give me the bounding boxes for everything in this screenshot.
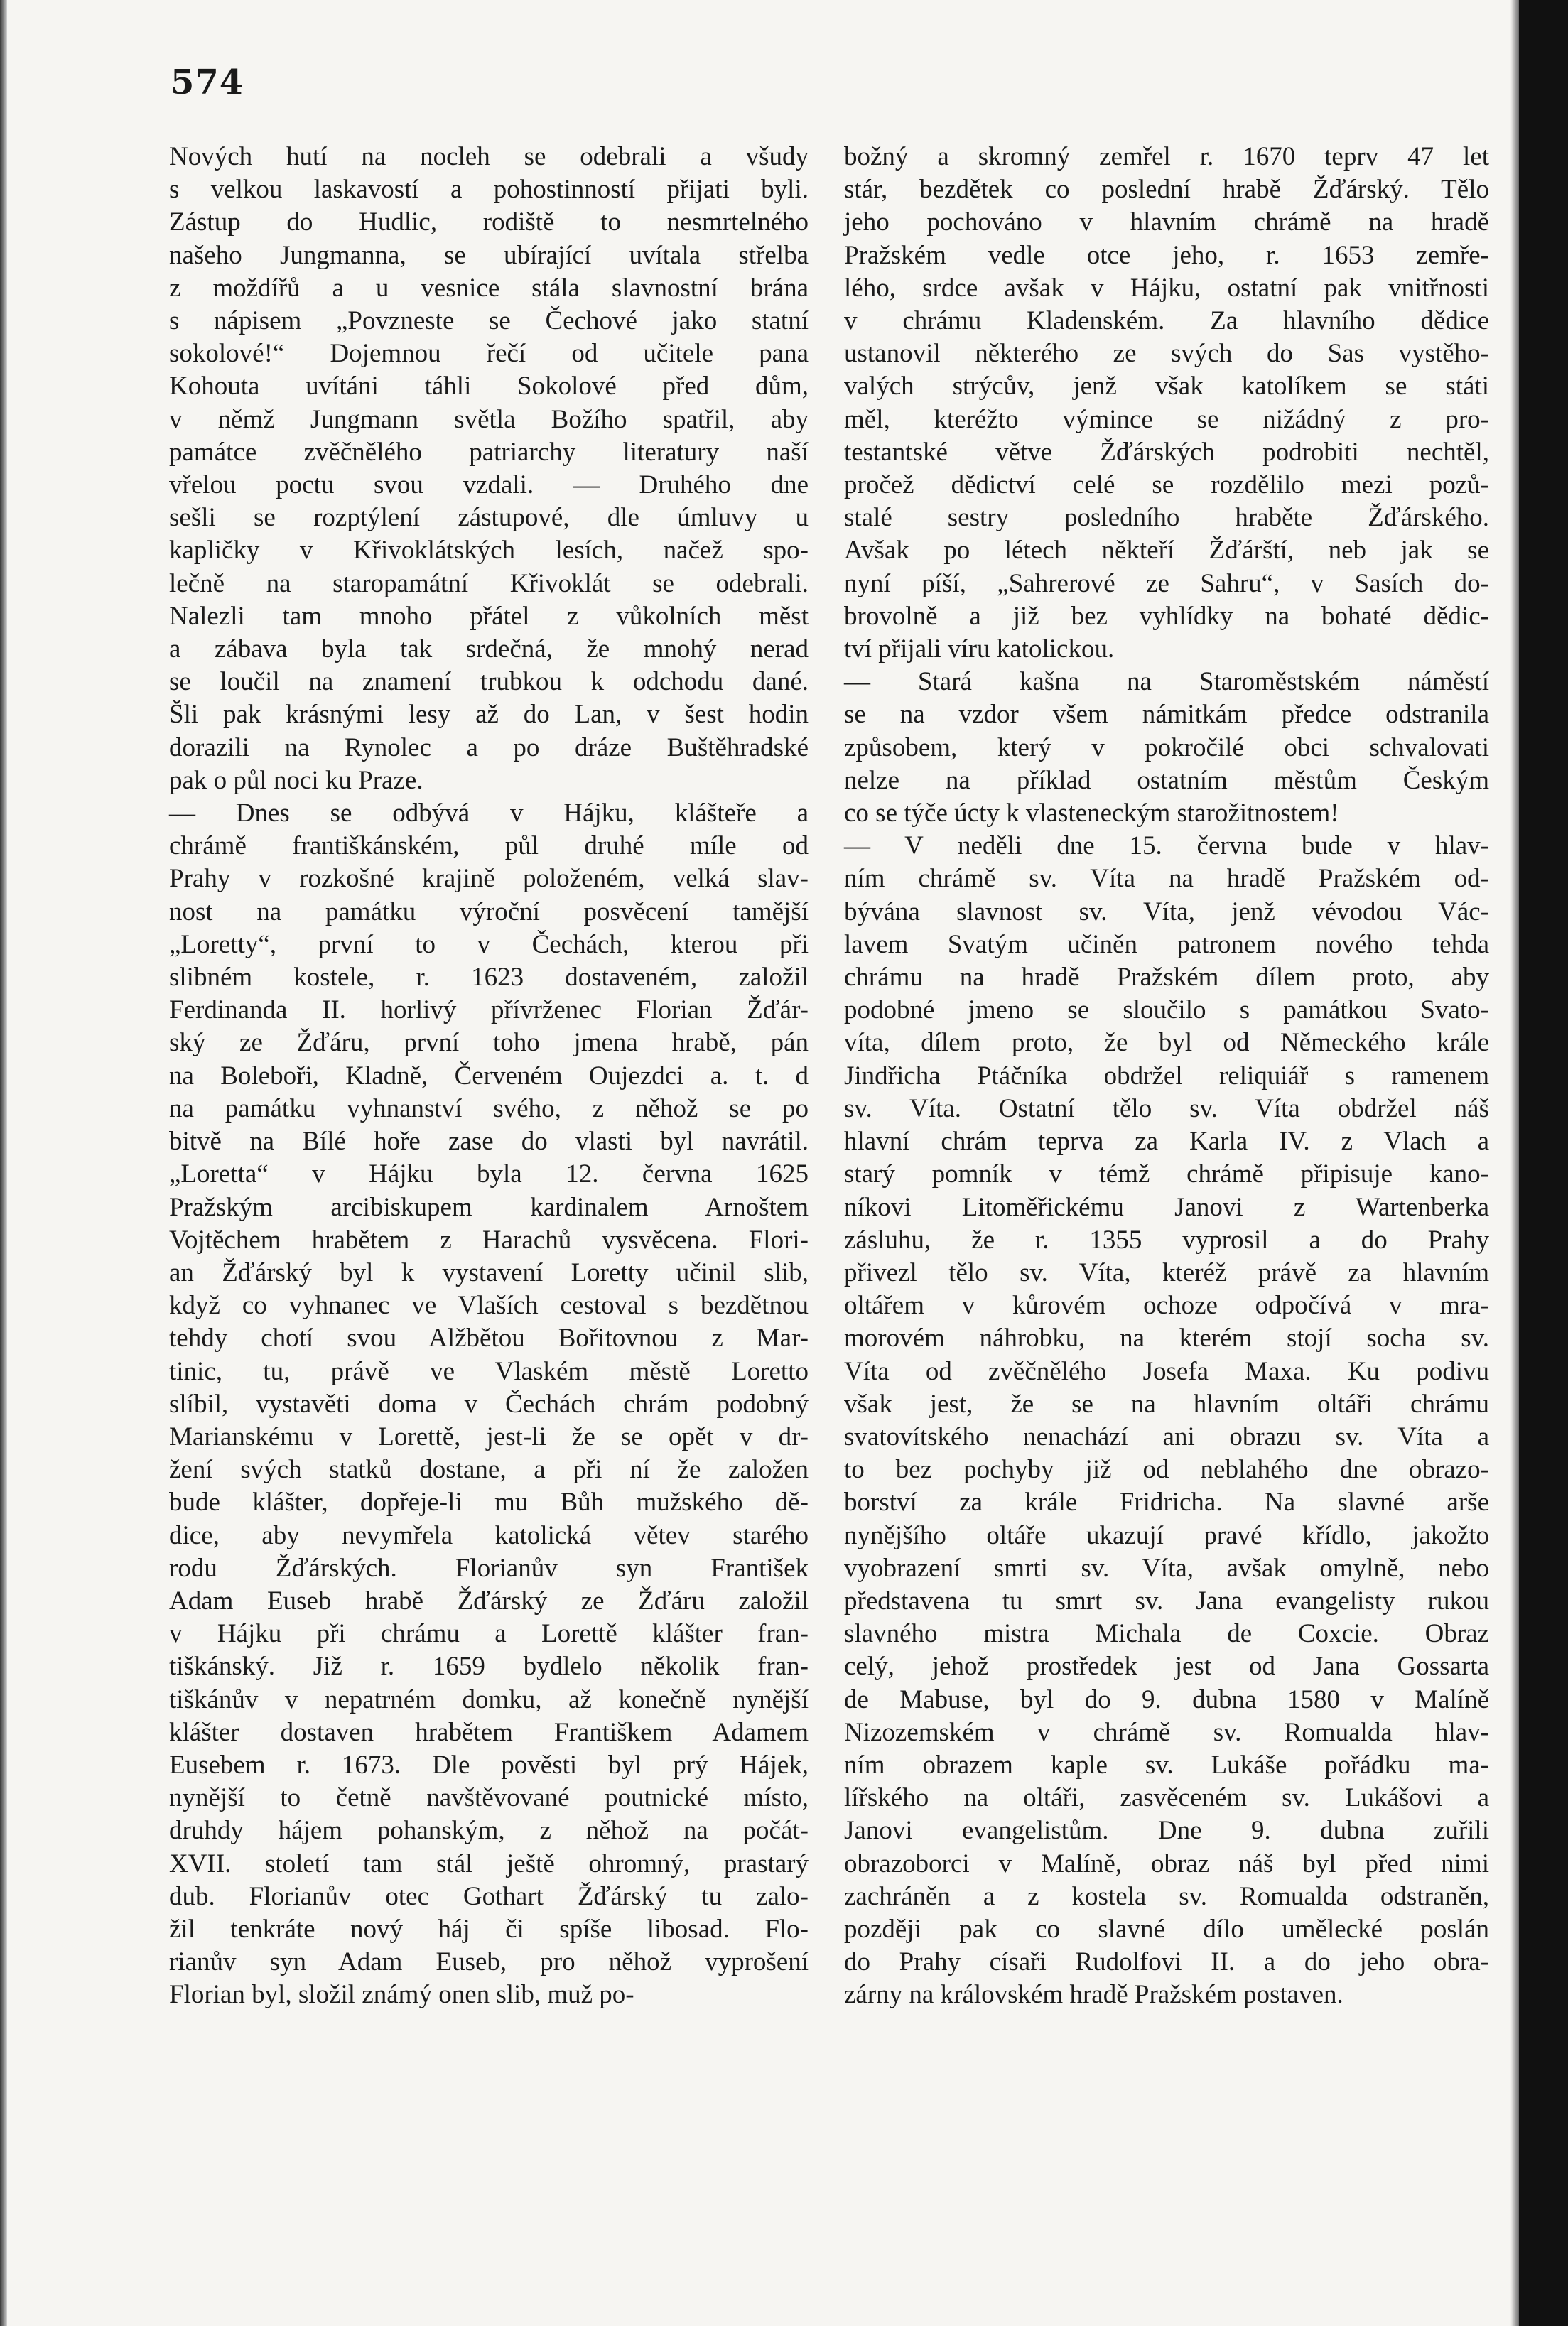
- left-column-text-line: „Loretta“ v Hájku byla 12. června 1625: [169, 1159, 809, 1189]
- left-column-text-line: Eusebem r. 1673. Dle pověsti byl prý Hájek,: [169, 1750, 809, 1780]
- right-column-text-line: nynějšího oltáře ukazují pravé křídlo, jakožto: [844, 1520, 1489, 1550]
- left-column-text-line: sešli se rozptýlení zástupové, dle úmluvy u: [169, 503, 809, 533]
- right-column-text-line: Jindřicha Ptáčníka obdržel reliquiář s ramenem: [844, 1061, 1489, 1091]
- left-column-text-line: chrámě františkánském, půl druhé míle od: [169, 831, 809, 861]
- left-column-text-line: památce zvěčnělého patriarchy literatury naší: [169, 437, 809, 467]
- left-column-text-line: Florian byl, složil známý onen slib, muž po-: [169, 1980, 634, 2010]
- right-column-text-line: do Prahy císaři Rudolfovi II. a do jeho obra-: [844, 1947, 1489, 1977]
- right-column-text-line: přivezl tělo sv. Víta, kteréž právě za hlavním: [844, 1257, 1489, 1287]
- right-column-text-line: obrazoborci v Malíně, obraz náš byl před nimi: [844, 1849, 1489, 1878]
- right-column-text-line: testantské větve Žďárských podrobiti nechtěl,: [844, 437, 1489, 467]
- right-column-text-line: Avšak po létech někteří Žďárští, neb jak se: [844, 536, 1489, 566]
- right-column-text-line: se na vzdor všem námitkám předce odstranila: [844, 700, 1489, 730]
- left-column-text-line: kapličky v Křivoklátských lesích, načež spo-: [169, 536, 809, 566]
- left-column-text-line: Prahy v rozkošné krajině položeném, velká slav-: [169, 864, 809, 894]
- right-column-text-line: jeho pochováno v hlavním chrámě na hradě: [844, 207, 1489, 237]
- left-column-text-line: Šli pak krásnými lesy až do Lan, v šest hodin: [169, 700, 809, 730]
- left-column-text-line: Nových hutí na nocleh se odebrali a všudy: [169, 142, 809, 171]
- right-column-text-line: Janovi evangelistům. Dne 9. dubna zuřili: [844, 1816, 1489, 1846]
- left-column-text-line: Zástup do Hudlic, rodiště to nesmrtelného: [169, 207, 809, 237]
- right-column-text-line: zachráněn a z kostela sv. Romualda odstraněn,: [844, 1881, 1489, 1911]
- right-column-text-line: hlavní chrám teprva za Karla IV. z Vlach a: [844, 1127, 1489, 1157]
- right-column-text-line: borství za krále Fridricha. Na slavné arše: [844, 1488, 1489, 1518]
- left-column-text-line: rodu Žďárských. Florianův syn František: [169, 1553, 809, 1583]
- right-column-text-line: celý, jehož prostředek jest od Jana Gossarta: [844, 1652, 1489, 1682]
- left-column-text-line: a zábava byla tak srdečná, že mnohý nerad: [169, 634, 809, 664]
- left-column-text-line: s nápisem „Povzneste se Čechové jako statní: [169, 306, 809, 336]
- left-column-text-line: bitvě na Bílé hoře zase do vlasti byl navrátil.: [169, 1127, 809, 1157]
- left-column-text-line: lečně na staropamátní Křivoklát se odebrali.: [169, 568, 809, 598]
- right-column-text-line: představena tu smrt sv. Jana evangelisty rukou: [844, 1586, 1489, 1616]
- left-column-text-line: Nalezli tam mnoho přátel z vůkolních měst: [169, 601, 809, 631]
- left-column-text-line: Marianskému v Lorettě, jest-li že se opět v dr-: [169, 1422, 809, 1451]
- right-column-text-line: ustanovil některého ze svých do Sas vystěho-: [844, 339, 1489, 369]
- right-column-text-line: způsobem, který v pokročilé obci schvalovati: [844, 732, 1489, 762]
- right-column-text-line: chrámu na hradě Pražském dílem proto, aby: [844, 963, 1489, 992]
- right-column-text-line: oltářem v kůrovém ochoze odpočívá v mra-: [844, 1291, 1489, 1321]
- right-column-text-line: podobné jmeno se sloučilo s památkou Svato-: [844, 995, 1489, 1025]
- left-column-text-line: vřelou poctu svou vzdali. — Druhého dne: [169, 470, 809, 500]
- left-column-text-line: dub. Florianův otec Gothart Žďárský tu zalo-: [169, 1881, 809, 1911]
- right-column-text-line: Víta od zvěčnělého Josefa Maxa. Ku podivu: [844, 1356, 1489, 1386]
- right-column-text-line: to bez pochyby již od neblahého dne obrazo-: [844, 1455, 1489, 1485]
- right-column-text-line: později pak co slavné dílo umělecké poslán: [844, 1914, 1489, 1944]
- left-column-text-line: slibném kostele, r. 1623 dostaveném, založil: [169, 963, 809, 992]
- left-column-text-line: Adam Euseb hrabě Žďárský ze Žďáru založil: [169, 1586, 809, 1616]
- scan-border-right: [1519, 0, 1568, 2326]
- right-column-text-line: však jest, že se na hlavním oltáři chrámu: [844, 1389, 1489, 1419]
- left-column-text-line: sokolové!“ Dojemnou řečí od učitele pana: [169, 339, 809, 369]
- right-column-text-line: měl, kteréžto výmince se nižádný z pro-: [844, 404, 1489, 434]
- right-column-text-line: brovolně a již bez vyhlídky na bohaté dědic-: [844, 601, 1489, 631]
- right-column-text-line: morovém náhrobku, na kterém stojí socha sv.: [844, 1324, 1489, 1353]
- right-column-text-line: co se týče úcty k vlasteneckým starožitnostem!: [844, 799, 1339, 828]
- right-column-text-line: vyobrazení smrti sv. Víta, avšak omylně, nebo: [844, 1553, 1489, 1583]
- left-column-text-line: tiškánův v nepatrném domku, až konečně nynější: [169, 1684, 809, 1714]
- right-text-column: [844, 141, 1489, 2012]
- left-column-text-line: dorazili na Rynolec a po dráze Buštěhradské: [169, 732, 809, 762]
- left-column-text-line: na památku vyhnanství svého, z něhož se po: [169, 1093, 809, 1123]
- left-column-text-line: tiškánský. Již r. 1659 bydlelo několik fran-: [169, 1652, 809, 1682]
- right-column-text-line: v chrámu Kladenském. Za hlavního dědice: [844, 306, 1489, 336]
- right-column-text-line: lého, srdce avšak v Hájku, ostatní pak vnitřnosti: [844, 273, 1489, 303]
- left-column-text-line: an Žďárský byl k vystavení Loretty učinil slib,: [169, 1257, 809, 1287]
- left-column-text-line: tinic, tu, právě ve Vlaském městě Loretto: [169, 1356, 809, 1386]
- left-column-text-line: v Hájku při chrámu a Lorettě klášter fran-: [169, 1619, 809, 1649]
- left-column-text-line: rianův syn Adam Euseb, pro něhož vyprošení: [169, 1947, 809, 1977]
- right-column-text-line: — V neděli dne 15. června bude v hlav-: [844, 831, 1489, 861]
- left-column-text-line: ský ze Žďáru, první toho jmena hrabě, pán: [169, 1028, 809, 1058]
- left-column-text-line: na Boleboři, Kladně, Červeném Oujezdci a. t. d: [169, 1061, 809, 1091]
- left-column-text-line: Pražským arcibiskupem kardinalem Arnoštem: [169, 1192, 809, 1222]
- right-column-text-line: lavem Svatým učiněn patronem nového tehda: [844, 929, 1489, 959]
- right-column-text-line: zárny na královském hradě Pražském postaven.: [844, 1980, 1343, 2010]
- right-column-text-line: zásluhu, že r. 1355 vyprosil a do Prahy: [844, 1225, 1489, 1255]
- page-number: 574: [171, 63, 244, 102]
- right-column-text-line: slavného mistra Michala de Coxcie. Obraz: [844, 1619, 1489, 1649]
- left-column-text-line: žil tenkráte nový háj či spíše libosad. Flo-: [169, 1914, 809, 1944]
- left-column-text-line: nynější to četně navštěvované poutnické místo,: [169, 1783, 809, 1813]
- left-column-text-line: Vojtěchem hrabětem z Harachů vysvěcena. Flori-: [169, 1225, 809, 1255]
- right-column-text-line: níkovi Litoměřickému Janovi z Wartenberka: [844, 1192, 1489, 1222]
- left-column-text-line: slíbil, vystavěti doma v Čechách chrám podobný: [169, 1389, 809, 1419]
- right-column-text-line: nelze na příklad ostatním městům Českým: [844, 765, 1489, 795]
- left-column-text-line: žení svých statků dostane, a při ní že založen: [169, 1455, 809, 1485]
- page-edge-shadow: [1510, 0, 1519, 2326]
- left-column-text-line: dice, aby nevymřela katolická větev starého: [169, 1520, 809, 1550]
- right-column-text-line: tví přijali víru katolickou.: [844, 634, 1115, 664]
- left-column-text-line: druhdy hájem pohanským, z něhož na počát-: [169, 1816, 809, 1846]
- left-column-text-line: když co vyhnanec ve Vlaších cestoval s bezdětnou: [169, 1291, 809, 1321]
- right-column-text-line: božný a skromný zemřel r. 1670 teprv 47 let: [844, 142, 1489, 171]
- right-column-text-line: ním chrámě sv. Víta na hradě Pražském od-: [844, 864, 1489, 894]
- left-column-text-line: tehdy chotí svou Alžbětou Bořitovnou z Mar-: [169, 1324, 809, 1353]
- left-column-text-line: našeho Jungmanna, se ubírající uvítala střelba: [169, 240, 809, 270]
- right-column-text-line: lířského na oltáři, zasvěceném sv. Lukášovi a: [844, 1783, 1489, 1813]
- left-column-text-line: se loučil na znamení trubkou k odchodu dané.: [169, 667, 809, 697]
- left-column-text-line: Kohouta uvítáni táhli Sokolové před dům,: [169, 372, 809, 401]
- left-column-text-line: z moždířů a u vesnice stála slavnostní brána: [169, 273, 809, 303]
- right-column-text-line: Nizozemském v chrámě sv. Romualda hlav-: [844, 1717, 1489, 1747]
- right-column-text-line: ním obrazem kaple sv. Lukáše pořádku ma-: [844, 1750, 1489, 1780]
- right-column-text-line: bývána slavnost sv. Víta, jenž vévodou Vác-: [844, 897, 1489, 926]
- right-column-text-line: stalé sestry posledního hraběte Žďárského.: [844, 503, 1489, 533]
- right-column-text-line: — Stará kašna na Staroměstském náměstí: [844, 667, 1489, 697]
- left-column-text-line: Ferdinanda II. horlivý přívrženec Florian Žďár-: [169, 995, 809, 1025]
- left-column-text-line: klášter dostaven hrabětem Františkem Adamem: [169, 1717, 809, 1747]
- left-column-text-line: XVII. století tam stál ještě ohromný, prastarý: [169, 1849, 809, 1878]
- left-column-text-line: „Loretty“, první to v Čechách, kterou při: [169, 929, 809, 959]
- right-column-text-line: pročež dědictví celé se rozdělilo mezi pozů-: [844, 470, 1489, 500]
- right-column-text-line: víta, dílem proto, že byl od Německého krále: [844, 1028, 1489, 1058]
- right-column-text-line: Pražském vedle otce jeho, r. 1653 zemře-: [844, 240, 1489, 270]
- left-column-text-line: — Dnes se odbývá v Hájku, klášteře a: [169, 799, 809, 828]
- right-column-text-line: nyní píší, „Sahrerové ze Sahru“, v Sasích do-: [844, 568, 1489, 598]
- right-column-text-line: starý pomník v témž chrámě připisuje kano-: [844, 1159, 1489, 1189]
- right-column-text-line: sv. Víta. Ostatní tělo sv. Víta obdržel náš: [844, 1093, 1489, 1123]
- left-column-text-line: bude klášter, dopřeje-li mu Bůh mužského dě-: [169, 1488, 809, 1518]
- binding-shadow-left: [0, 0, 7, 2326]
- right-column-text-line: stár, bezdětek co poslední hrabě Žďárský. Tělo: [844, 175, 1489, 205]
- left-column-text-line: v němž Jungmann světla Božího spatřil, aby: [169, 404, 809, 434]
- right-column-text-line: valých strýcův, jenž však katolíkem se státi: [844, 372, 1489, 401]
- right-column-text-line: svatovítského nenachází ani obrazu sv. Víta a: [844, 1422, 1489, 1451]
- left-text-column: [169, 141, 809, 2012]
- left-column-text-line: nost na památku výroční posvěcení tamější: [169, 897, 809, 926]
- left-column-text-line: pak o půl noci ku Praze.: [169, 765, 423, 795]
- right-column-text-line: de Mabuse, byl do 9. dubna 1580 v Malíně: [844, 1684, 1489, 1714]
- left-column-text-line: s velkou laskavostí a pohostinností přijati byli.: [169, 175, 809, 205]
